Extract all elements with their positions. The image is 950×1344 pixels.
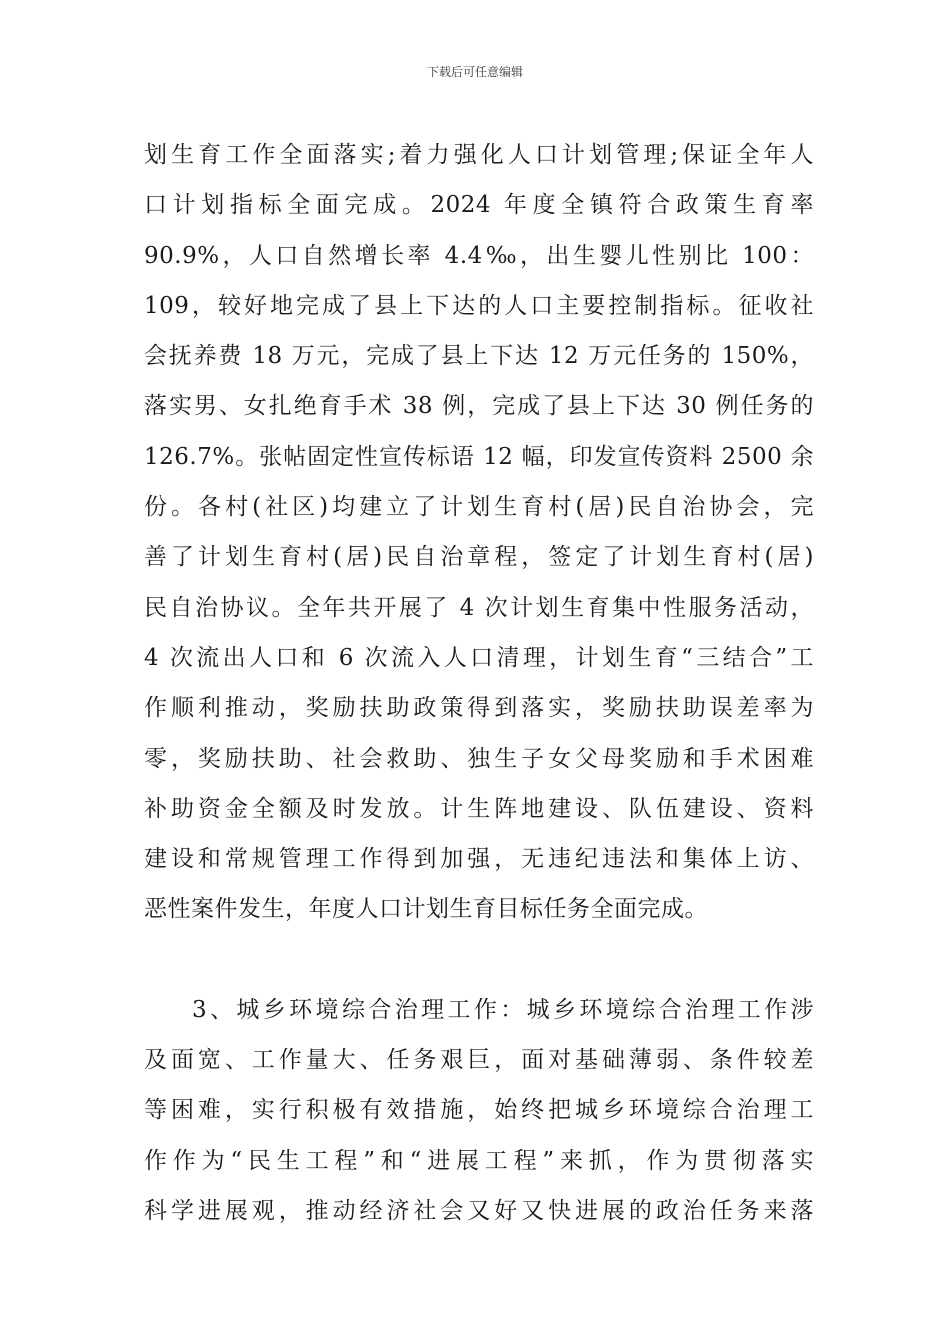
text-line: 作顺利推动，奖励扶助政策得到落实，奖励扶助误差率为 [144, 695, 814, 722]
text-line: 作作为“民生工程”和“进展工程”来抓，作为贯彻落实 [144, 1147, 814, 1174]
text-line: 等困难，实行积极有效措施，始终把城乡环境综合治理工 [144, 1097, 814, 1124]
text-line: 零，奖励扶助、社会救助、独生子女父母奖励和手术困难 [144, 745, 814, 772]
text-line: 份。各村(社区)均建立了计划生育村(居)民自治协会，完 [144, 494, 814, 521]
text-line: 90.9%，人口自然增长率 4.4‰，出生婴儿性别比 100： [144, 242, 814, 269]
text-line: 划生育工作全面落实;着力强化人口计划管理;保证全年人 [144, 142, 814, 168]
text-line: 民自治协议。全年共开展了 4 次计划生育集中性服务活动， [144, 594, 814, 621]
paragraph-spacer [144, 935, 814, 985]
text-line: 科学进展观，推动经济社会又好又快进展的政治任务来落 [144, 1197, 814, 1224]
text-line: 126.7%。张帖固定性宣传标语 12 幅，印发宣传资料 2500 余 [144, 443, 814, 470]
text-line: 3、城乡环境综合治理工作：城乡环境综合治理工作涉 [192, 996, 814, 1023]
text-line: 口计划指标全面完成。2024 年度全镇符合政策生育率 [144, 192, 814, 219]
text-line: 建设和常规管理工作得到加强，无违纪违法和集体上访、 [144, 846, 814, 873]
paragraph-environment-governance [144, 985, 814, 1236]
text-line: 善了计划生育村(居)民自治章程，签定了计划生育村(居) [144, 544, 814, 571]
document-body [144, 130, 814, 1236]
text-line: 4 次流出人口和 6 次流入人口清理，计划生育“三结合”工 [144, 644, 814, 671]
text-line: 及面宽、工作量大、任务艰巨，面对基础薄弱、条件较差 [144, 1047, 814, 1074]
text-line: 会抚养费 18 万元，完成了县上下达 12 万元任务的 150%， [144, 343, 814, 370]
text-line: 落实男、女扎绝育手术 38 例，完成了县上下达 30 例任务的 [144, 393, 814, 420]
page-header: 下载后可任意编辑 [426, 65, 523, 79]
paragraph-family-planning [144, 130, 814, 935]
text-line: 补助资金全额及时发放。计生阵地建设、队伍建设、资料 [144, 795, 814, 822]
text-line: 恶性案件发生，年度人口计划生育目标任务全面完成。 [144, 896, 708, 923]
text-line: 109，较好地完成了县上下达的人口主要控制指标。征收社 [144, 292, 814, 319]
